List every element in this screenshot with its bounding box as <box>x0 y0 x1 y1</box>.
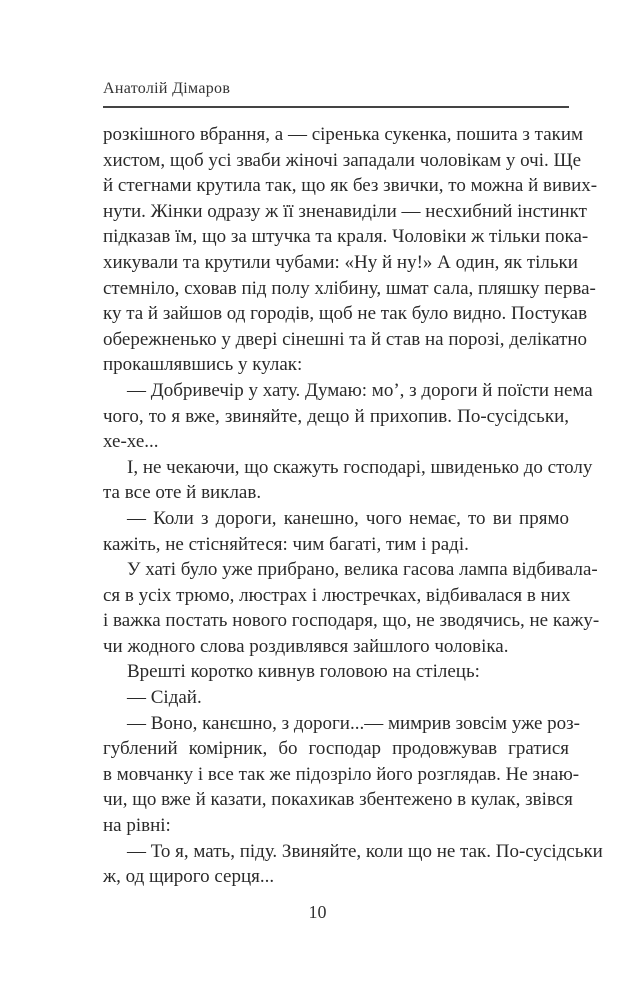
text-line: на рівні: <box>103 815 171 837</box>
text-line: — Коли з дороги, канешно, чого немає, то ви прямо <box>127 507 569 529</box>
text-line: Врешті коротко кивнув головою на стілець: <box>127 661 480 683</box>
text-line: і важка постать нового господаря, що, не зводячись, не кажу- <box>103 610 600 632</box>
text-line: обережненько у двері сінешні та й став на порозі, делікатно <box>103 328 588 350</box>
text-line: стемніло, сховав під полу хлібину, шмат сала, пляшку перва- <box>103 277 596 299</box>
text-line: чи жодного слова роздивлявся зайшлого чоловіка. <box>103 635 509 657</box>
text-line: ж, од щирого серця... <box>103 866 275 888</box>
text-line: чи, що вже й казати, покахикав збентежено в кулак, звівся <box>103 789 573 811</box>
text-line: розкішного вбрання, а — сіренька сукенка, пошита з таким <box>103 124 584 145</box>
text-line: — Воно, канєшно, з дороги...— мимрив зовсім уже роз- <box>127 712 580 734</box>
text-line: підказав їм, що за штучка та краля. Чоловіки ж тільки пока- <box>103 226 589 248</box>
body-text <box>103 122 603 890</box>
text-line: прокашлявшись у кулак: <box>103 354 303 376</box>
text-line: І, не чекаючи, що скажуть господарі, швиденько до столу <box>127 456 593 478</box>
text-line: ся в усіх трюмо, люстрах і люстречках, відбивалася в них <box>103 584 571 606</box>
page-number: 10 <box>308 902 327 922</box>
text-line: хе-хе... <box>103 431 159 453</box>
header-rule <box>103 106 569 108</box>
text-line: — Добривечір у хату. Думаю: мо’, з дороги й поїсти нема <box>127 379 593 401</box>
text-line: У хаті було уже прибрано, велика гасова лампа відбивала- <box>127 559 598 581</box>
text-line: нути. Жінки одразу ж її зненавиділи — несхибний інстинкт <box>103 200 587 222</box>
text-line: — То я, мать, піду. Звиняйте, коли що не так. По-сусідськи <box>127 840 603 862</box>
text-line: гублений комірник, бо господар продовжував гратися <box>103 738 569 760</box>
text-line: кажіть, не стісняйтеся: чим багаті, тим і раді. <box>103 533 469 555</box>
text-line: та все оте й виклав. <box>103 482 262 504</box>
text-line: в мовчанку і все так же підозріло його розглядав. Не знаю- <box>103 763 580 785</box>
text-line: хистом, щоб усі зваби жіночі западали чоловікам у очі. Ще <box>103 149 582 171</box>
text-line: хикували та крутили чубами: «Ну й ну!» А один, як тільки <box>103 251 578 273</box>
text-line: — Сідай. <box>127 687 202 709</box>
running-head-author: Анатолій Дімаров <box>103 80 231 97</box>
text-line: чого, то я вже, звиняйте, дещо й прихопив. По-сусідськи, <box>103 405 569 427</box>
text-line: й стегнами крутила так, що як без звички, то можна й вивих- <box>103 175 598 197</box>
text-line: ку та й зайшов од городів, щоб не так було видно. Постукав <box>103 303 588 325</box>
